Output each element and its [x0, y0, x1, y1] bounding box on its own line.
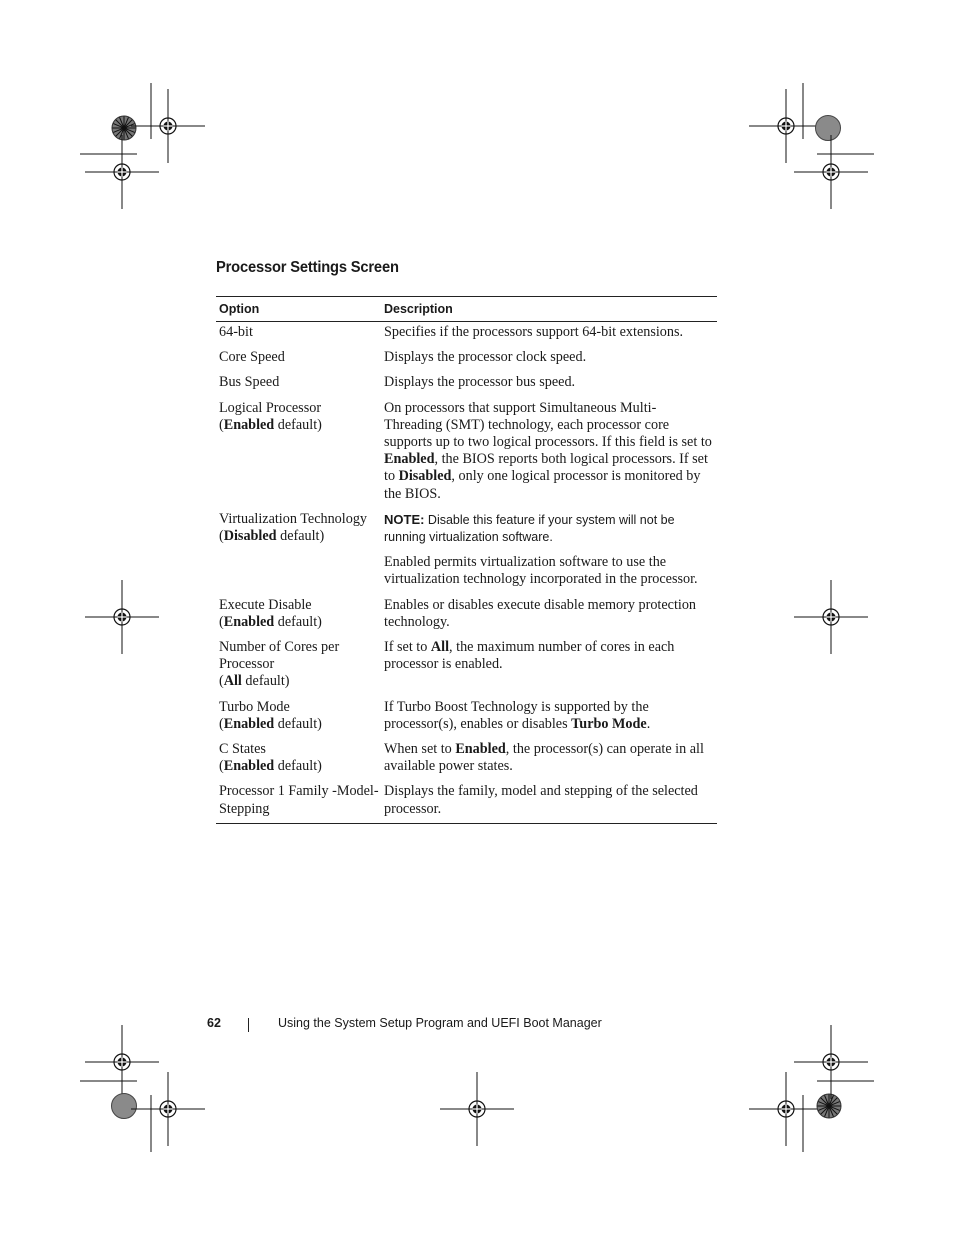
- crosshair-registration-icon: [85, 1025, 159, 1099]
- option-default: (Enabled default): [219, 613, 322, 630]
- table-row: [216, 738, 717, 780]
- option-default: (All default): [219, 673, 290, 690]
- header-description: Description: [384, 302, 453, 316]
- crosshair-registration-icon: [749, 1072, 823, 1146]
- page-footer: [0, 1016, 954, 1036]
- option-default: (Disabled default): [219, 528, 325, 545]
- option-default: (Enabled default): [219, 715, 322, 732]
- starburst-target-icon: [112, 116, 136, 140]
- option-cell: Core Speed: [219, 349, 285, 366]
- description-cell: NOTE: Disable this feature if your system will not be running virtualization software. Enabled permits virtualization software to use the virtualization technology incorporated in the processor.: [381, 511, 717, 589]
- chapter-title: Using the System Setup Program and UEFI Boot Manager: [278, 1016, 602, 1030]
- crosshair-registration-icon: [131, 89, 205, 163]
- option-cell: Logical Processor (Enabled default): [216, 400, 381, 503]
- crosshair-registration-icon: [749, 89, 823, 163]
- table-row: [216, 780, 717, 822]
- table-row: [216, 594, 717, 636]
- processor-settings-table: [216, 296, 717, 824]
- crosshair-registration-icon: [794, 1025, 868, 1099]
- option-cell: 64-bit: [219, 324, 253, 340]
- starburst-target-icon: [817, 1094, 841, 1118]
- description-cell: Displays the family, model and stepping of the selected processor.: [384, 783, 698, 817]
- option-cell: Bus Speed: [219, 374, 280, 391]
- option-cell: C States (Enabled default): [216, 741, 381, 775]
- header-option: Option: [219, 302, 260, 316]
- table-header: [216, 297, 717, 322]
- table-row: [216, 397, 717, 508]
- section-title: Processor Settings Screen: [216, 259, 399, 276]
- grey-target-icon: [112, 1094, 137, 1119]
- description-cell: Displays the processor clock speed.: [384, 349, 587, 366]
- description-cell: If set to All, the maximum number of cores in each processor is enabled.: [384, 639, 675, 673]
- crosshair-registration-icon: [794, 580, 868, 654]
- page-number: 62: [207, 1016, 221, 1030]
- grey-target-icon: [816, 116, 841, 141]
- footer-divider: [248, 1018, 249, 1032]
- option-cell: Processor 1 Family -Model- Stepping: [219, 783, 379, 817]
- option-cell: Turbo Mode (Enabled default): [216, 699, 381, 733]
- table-row: [216, 371, 717, 396]
- description-cell: Specifies if the processors support 64-bit extensions.: [384, 324, 684, 340]
- description-cell: Displays the processor bus speed.: [384, 374, 576, 391]
- crosshair-registration-icon: [131, 1072, 205, 1146]
- crosshair-registration-icon: [85, 135, 159, 209]
- table-row: [216, 346, 717, 371]
- crosshair-registration-icon: [85, 580, 159, 654]
- description-cell: If Turbo Boost Technology is supported by the processor(s), enables or disables Turbo Mode.: [384, 698, 651, 732]
- description-cell: When set to Enabled, the processor(s) can operate in all available power states.: [384, 741, 704, 775]
- crosshair-registration-icon: [440, 1072, 514, 1146]
- option-default: (Enabled default): [219, 416, 322, 433]
- note-block: NOTE: Disable this feature if your system will not be running virtualization software.: [384, 511, 675, 545]
- description-cell: On processors that support Simultaneous Multi- Threading (SMT) technology, each processor core supports up to two logical processors. If this field is set to Enabled, the BIOS reports both logical processors. If set to Disabled, only one logical processor is monitored by the BIOS.: [384, 399, 712, 502]
- description-cell: Enables or disables execute disable memory protection technology.: [384, 596, 697, 630]
- table-row: [216, 322, 717, 346]
- table-row: [216, 636, 717, 696]
- option-cell: Virtualization Technology (Disabled default): [216, 511, 381, 589]
- crosshair-registration-icon: [794, 135, 868, 209]
- option-cell: Execute Disable (Enabled default): [216, 597, 381, 631]
- note-label: NOTE:: [384, 511, 425, 527]
- option-cell: Number of Cores per Processor (All default): [216, 639, 381, 691]
- option-default: (Enabled default): [219, 758, 322, 775]
- table-row: [216, 696, 717, 738]
- table-row: [216, 508, 717, 594]
